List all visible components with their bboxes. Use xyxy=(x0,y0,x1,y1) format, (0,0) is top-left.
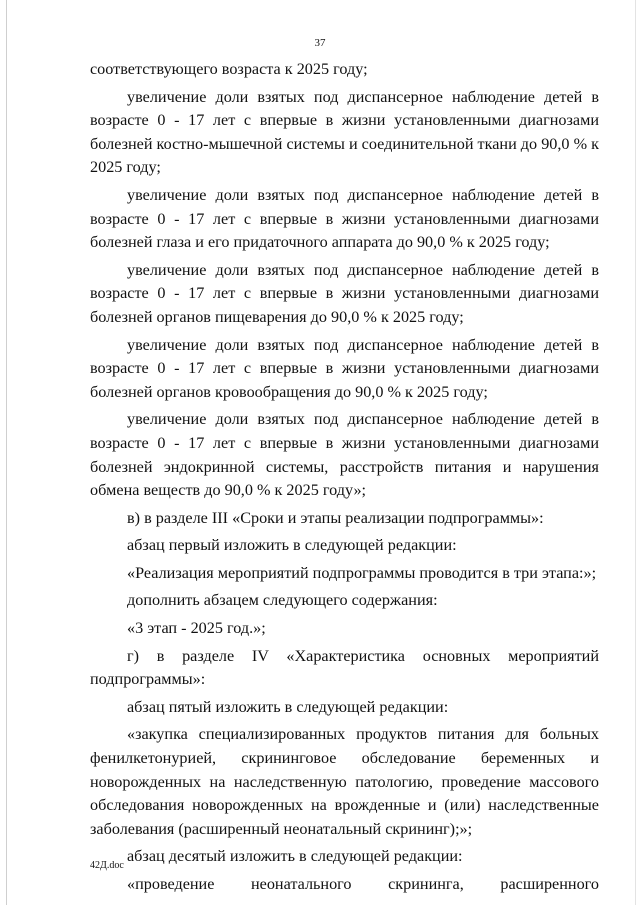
paragraph-eye: увеличение доли взятых под диспансерное наблюдение детей в возрасте 0 - 17 лет с впервые в жизни установленными диагнозами болезней глаза и его придаточного аппарата до 90,0 % к 2025 году; xyxy=(90,185,599,252)
paragraph-continuation: соответствующего возраста к 2025 году; xyxy=(90,60,368,78)
document-body xyxy=(90,58,599,897)
paragraph-digestive: увеличение доли взятых под диспансерное наблюдение детей в возрасте 0 - 17 лет с впервые в жизни установленными диагнозами болезней органов пищеварения до 90,0 % к 2025 году; xyxy=(90,260,599,326)
paragraph-three-stages: «Реализация мероприятий подпрограммы проводится в три этапа:»; xyxy=(127,563,597,582)
paragraph-tenth-abzac: абзац десятый изложить в следующей редакции: xyxy=(127,847,463,866)
paragraph-stage-3: «3 этап - 2025 год.»; xyxy=(127,619,266,638)
paragraph-add-abzac: дополнить абзацем следующего содержания: xyxy=(127,591,438,610)
paragraph-section-iv: г) в разделе IV «Характеристика основных мероприятий подпрограммы»: xyxy=(90,646,599,689)
paragraph-section-iii: в) в разделе III «Сроки и этапы реализации подпрограммы»: xyxy=(127,508,544,527)
paragraph-purchase: «закупка специализированных продуктов питания для больных фенилкетонурией, скрининговое обследование беременных и новорожденных на наследственную патологию, проведение массового обследования новорожденных на врожденные и (или) наследственные заболевания (расширенный неонатальный скрининг);»; xyxy=(90,725,599,838)
paragraph-endocrine: увеличение доли взятых под диспансерное наблюдение детей в возрасте 0 - 17 лет с впервые в жизни установленными диагнозами болезней эндокринной системы, расстройств питания и нарушения обмена веществ до 90,0 % к 2025 году»; xyxy=(90,410,599,500)
paragraph-first-abzac: абзац первый изложить в следующей редакции: xyxy=(127,536,457,555)
file-name-footer: 42Д.doc xyxy=(90,860,124,871)
paragraph-screening: «проведение неонатального скрининга, расширенного xyxy=(127,875,599,893)
paragraph-circulatory: увеличение доли взятых под диспансерное наблюдение детей в возрасте 0 - 17 лет с впервые в жизни установленными диагнозами болезней органов кровообращения до 90,0 % к 2025 году; xyxy=(90,335,599,401)
page-number: 37 xyxy=(314,37,326,49)
scan-edge-left xyxy=(6,0,7,905)
paragraph-fifth-abzac: абзац пятый изложить в следующей редакции: xyxy=(127,697,449,716)
scan-edge-right xyxy=(635,0,636,905)
paragraph-musculoskeletal: увеличение доли взятых под диспансерное наблюдение детей в возрасте 0 - 17 лет с впервые в жизни установленными диагнозами болезней костно-мышечной системы и соединительной ткани до 90,0 % к 2025 году; xyxy=(90,87,599,177)
